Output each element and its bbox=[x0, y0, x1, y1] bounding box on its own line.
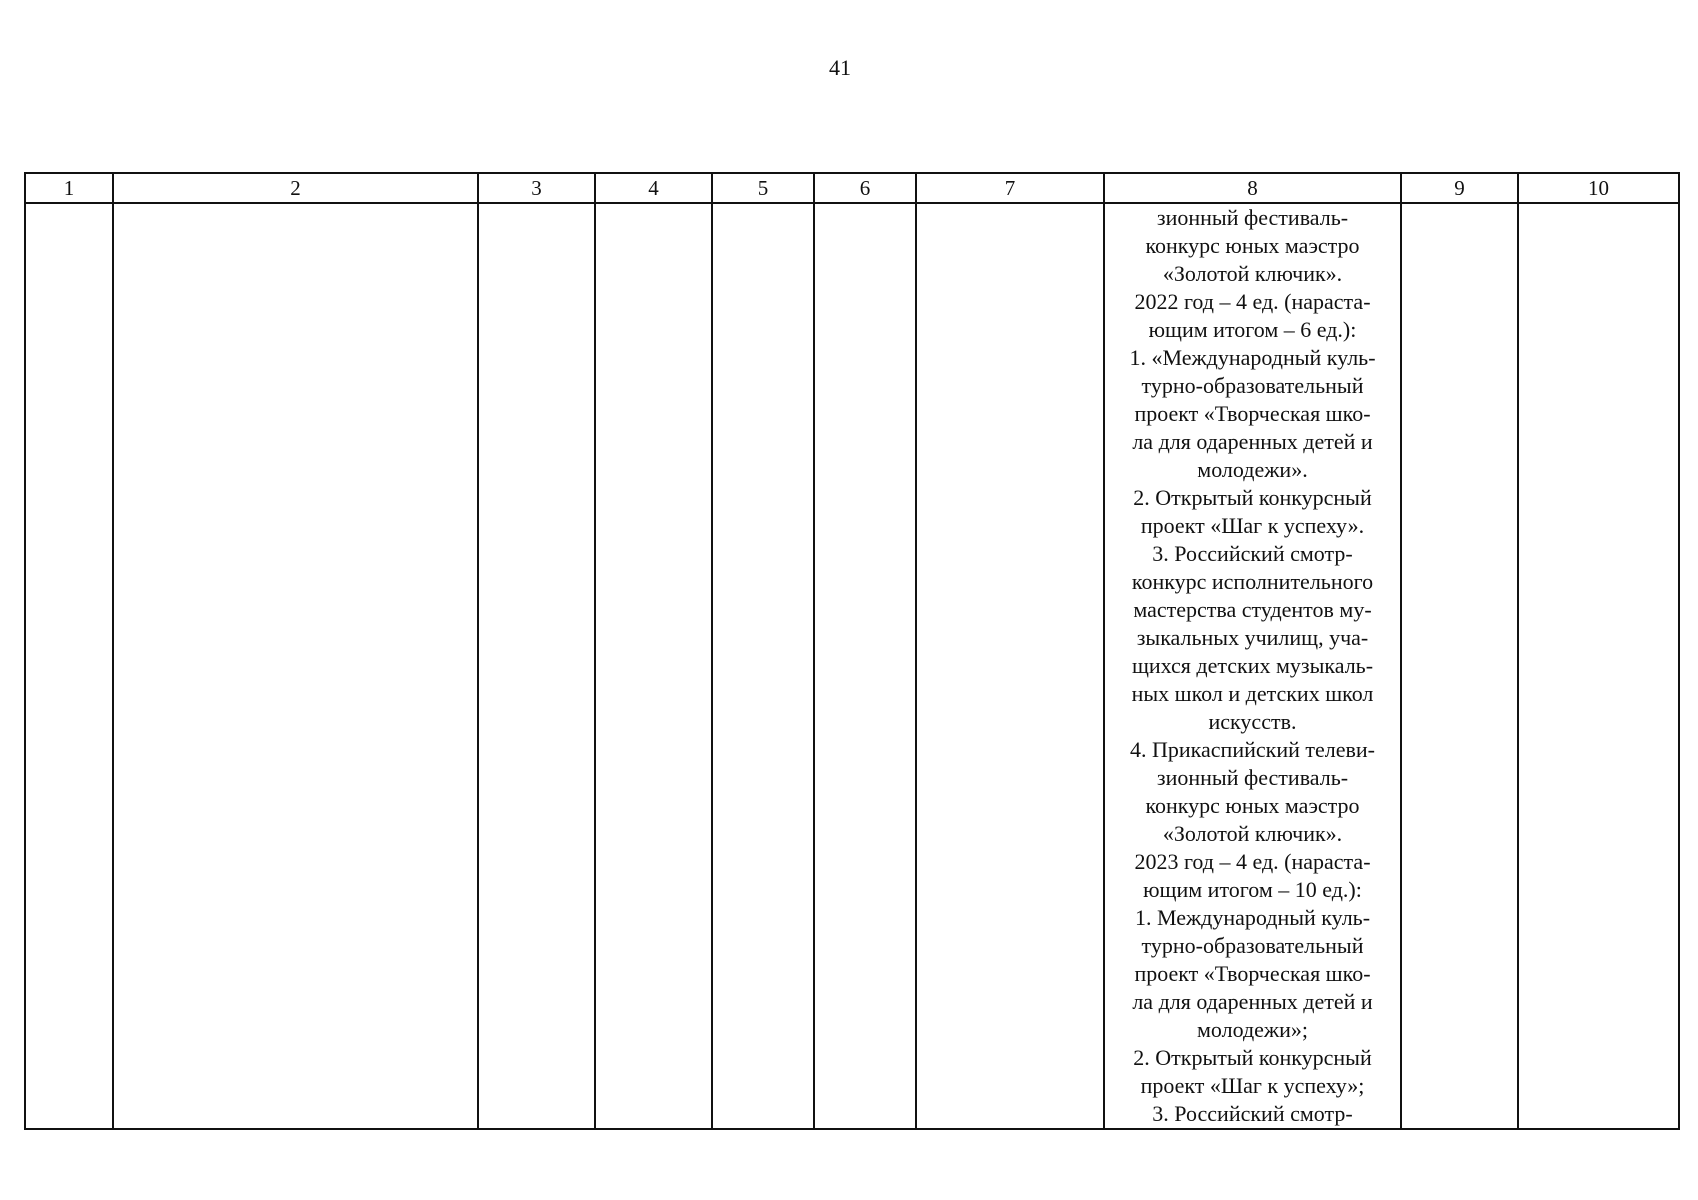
cell-text-line: ла для одаренных детей и bbox=[1132, 429, 1373, 454]
cell-col-10 bbox=[1518, 203, 1679, 1129]
cell-col-5 bbox=[712, 203, 814, 1129]
column-header-9: 9 bbox=[1401, 173, 1518, 203]
cell-text-line: 3. Российский смотр- bbox=[1152, 1101, 1353, 1126]
cell-text-line: «Золотой ключик». bbox=[1162, 261, 1343, 286]
cell-text-line: конкурс юных маэстро bbox=[1145, 233, 1360, 258]
cell-col-2 bbox=[113, 203, 478, 1129]
cell-text-line: ла для одаренных детей и bbox=[1132, 989, 1373, 1014]
cell-col-7 bbox=[916, 203, 1104, 1129]
cell-col-4 bbox=[595, 203, 712, 1129]
cell-col-6 bbox=[814, 203, 916, 1129]
column-header-1: 1 bbox=[25, 173, 113, 203]
cell-text-line: 4. Прикаспийский телеви- bbox=[1130, 737, 1375, 762]
column-header-2: 2 bbox=[113, 173, 478, 203]
cell-text-line: искусств. bbox=[1208, 709, 1297, 734]
cell-text-line: проект «Творческая шко- bbox=[1134, 961, 1371, 986]
cell-text-line: молодежи»; bbox=[1196, 1017, 1309, 1042]
column-header-8: 8 bbox=[1104, 173, 1401, 203]
cell-text-line: 1. «Международный куль- bbox=[1129, 345, 1376, 370]
cell-text-line: проект «Творческая шко- bbox=[1134, 401, 1371, 426]
cell-text-line: зыкальных училищ, уча- bbox=[1136, 625, 1369, 650]
data-table bbox=[24, 172, 1680, 1130]
cell-text-line: конкурс исполнительного bbox=[1131, 569, 1374, 594]
cell-text-line: 3. Российский смотр- bbox=[1152, 541, 1353, 566]
cell-text-line: «Золотой ключик». bbox=[1162, 821, 1343, 846]
cell-text-line: ных школ и детских школ bbox=[1131, 681, 1374, 706]
cell-text-line: 2. Открытый конкурсный bbox=[1133, 485, 1372, 510]
column-header-3: 3 bbox=[478, 173, 595, 203]
cell-text-line: 2022 год – 4 ед. (нараста- bbox=[1134, 289, 1371, 314]
cell-text-line: проект «Шаг к успеху»; bbox=[1140, 1073, 1365, 1098]
column-header-4: 4 bbox=[595, 173, 712, 203]
table-header-row bbox=[25, 173, 1679, 203]
cell-text-line: ющим итогом – 10 ед.): bbox=[1143, 877, 1362, 902]
cell-text-line: 2. Открытый конкурсный bbox=[1133, 1045, 1372, 1070]
column-header-7: 7 bbox=[916, 173, 1104, 203]
cell-text-line: конкурс юных маэстро bbox=[1145, 793, 1360, 818]
cell-text-line: молодежи». bbox=[1197, 457, 1308, 482]
table-row bbox=[25, 203, 1679, 1129]
cell-text-line: проект «Шаг к успеху». bbox=[1140, 513, 1365, 538]
cell-text-line: мастерства студентов му- bbox=[1133, 597, 1372, 622]
page-number: 41 bbox=[829, 55, 851, 80]
cell-text-line: турно-образовательный bbox=[1141, 373, 1364, 398]
column-header-5: 5 bbox=[712, 173, 814, 203]
cell-text-line: ющим итогом – 6 ед.): bbox=[1148, 317, 1357, 342]
cell-text-line: зионный фестиваль- bbox=[1156, 205, 1349, 230]
cell-col-8 bbox=[1104, 203, 1401, 1129]
cell-text-line: зионный фестиваль- bbox=[1156, 765, 1349, 790]
column-header-10: 10 bbox=[1518, 173, 1679, 203]
cell-text-line: щихся детских музыкаль- bbox=[1131, 653, 1374, 678]
cell-col-1 bbox=[25, 203, 113, 1129]
cell-text-line: турно-образовательный bbox=[1141, 933, 1364, 958]
cell-text-line: 1. Международный куль- bbox=[1134, 905, 1371, 930]
cell-col-9 bbox=[1401, 203, 1518, 1129]
cell-col-3 bbox=[478, 203, 595, 1129]
column-header-6: 6 bbox=[814, 173, 916, 203]
cell-text-line: 2023 год – 4 ед. (нараста- bbox=[1134, 849, 1371, 874]
